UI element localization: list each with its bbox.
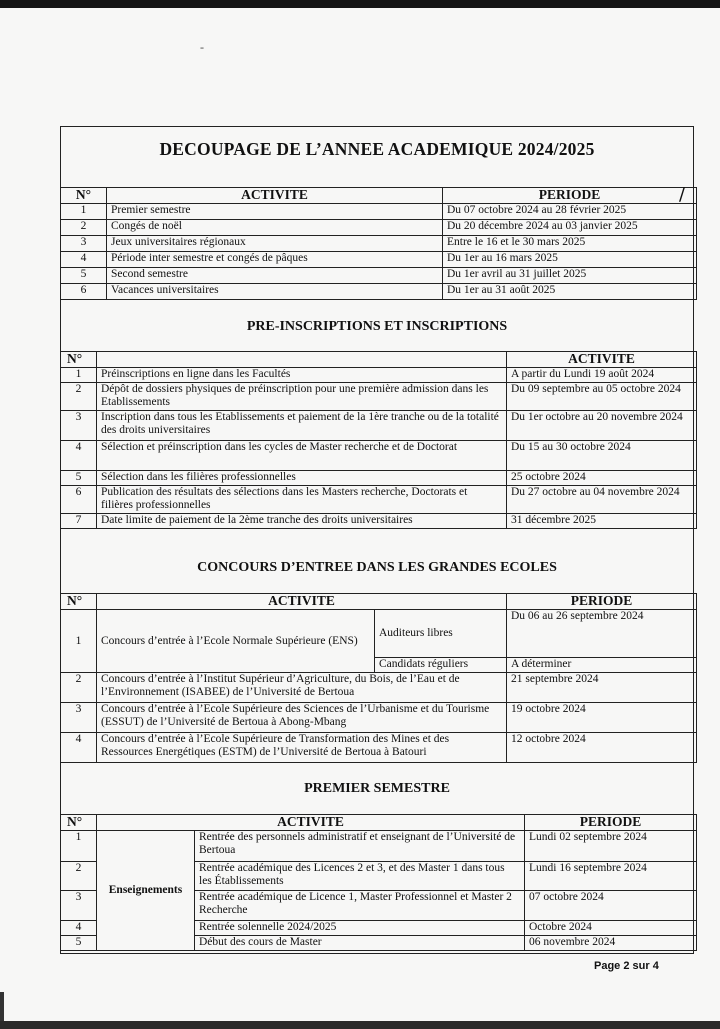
row-period: Du 15 au 30 octobre 2024 <box>507 441 697 471</box>
row-activity: Rentrée solennelle 2024/2025 <box>195 921 525 936</box>
row-activity: Concours d’entrée à l’Ecole Normale Supérieure (ENS) <box>97 610 375 673</box>
table-row <box>61 441 697 471</box>
concours-table <box>60 593 697 763</box>
row-period: 25 octobre 2024 <box>507 471 697 486</box>
row-period: Du 07 octobre 2024 au 28 février 2025 <box>443 204 697 220</box>
row-period: Octobre 2024 <box>525 921 697 936</box>
row-activity: Rentrée académique des Licences 2 et 3, et des Master 1 dans tous les Établissements <box>195 862 525 891</box>
row-activity: Sélection et préinscription dans les cycles de Master recherche et de Doctorat <box>97 441 507 471</box>
row-activity: Vacances universitaires <box>107 284 443 300</box>
header-number: N° <box>61 188 107 204</box>
margin-mark: / <box>679 184 686 205</box>
inscriptions-table <box>60 351 697 529</box>
row-subcategory: Candidats réguliers <box>375 658 507 673</box>
table-row <box>61 703 697 733</box>
header-period: PERIODE <box>507 594 697 610</box>
row-period: Du 06 au 26 septembre 2024 <box>507 610 697 658</box>
table-row <box>61 268 697 284</box>
table-header-row <box>61 352 697 368</box>
calendar-frame <box>60 126 694 954</box>
row-activity: Préinscriptions en ligne dans les Facultés <box>97 368 507 383</box>
table-row <box>61 252 697 268</box>
header-activity: ACTIVITE <box>507 352 697 368</box>
row-period: Du 1er au 16 mars 2025 <box>443 252 697 268</box>
row-period: Lundi 02 septembre 2024 <box>525 831 697 862</box>
stray-mark: - <box>200 40 204 54</box>
document-title: DECOUPAGE DE L’ANNEE ACADEMIQUE 2024/2025 <box>159 139 595 159</box>
row-number: 1 <box>61 204 107 220</box>
row-number: 1 <box>61 368 97 383</box>
row-period: Lundi 16 septembre 2024 <box>525 862 697 891</box>
row-number: 3 <box>61 236 107 252</box>
table-row <box>61 236 697 252</box>
header-activity: ACTIVITE <box>97 594 507 610</box>
table-row <box>61 733 697 763</box>
row-period: A déterminer <box>507 658 697 673</box>
row-period: 19 octobre 2024 <box>507 703 697 733</box>
row-activity: Inscription dans tous les Etablissements et paiement de la 1ère tranche ou de la totalité des droits universitaires <box>97 411 507 441</box>
row-number: 5 <box>61 268 107 284</box>
row-number: 2 <box>61 673 97 703</box>
row-activity: Jeux universitaires régionaux <box>107 236 443 252</box>
header-activity: ACTIVITE <box>97 815 525 831</box>
row-period: Entre le 16 et le 30 mars 2025 <box>443 236 697 252</box>
row-number: 7 <box>61 514 97 529</box>
row-number: 3 <box>61 411 97 441</box>
row-activity: Concours d’entrée à l’Ecole Supérieure des Sciences de l’Urbanisme et du Tourisme (ESSUT) de l’Université de Bertoua à Abong-Mbang <box>97 703 507 733</box>
row-period: Du 1er au 31 août 2025 <box>443 284 697 300</box>
row-number: 5 <box>61 936 97 951</box>
row-period: 31 décembre 2025 <box>507 514 697 529</box>
table-row <box>61 514 697 529</box>
table-row <box>61 486 697 514</box>
row-number: 6 <box>61 284 107 300</box>
header-blank <box>97 352 507 368</box>
premier-semestre-table <box>60 814 697 951</box>
row-period: 21 septembre 2024 <box>507 673 697 703</box>
row-period: Du 1er octobre au 20 novembre 2024 <box>507 411 697 441</box>
table-row <box>61 204 697 220</box>
row-number: 3 <box>61 891 97 921</box>
row-number: 1 <box>61 831 97 862</box>
row-number: 4 <box>61 733 97 763</box>
bottom-edge <box>0 1021 720 1029</box>
document-page <box>0 8 720 1021</box>
table-row <box>61 610 697 658</box>
row-activity: Concours d’entrée à l’Institut Supérieur d’Agriculture, du Bois, de l’Eau et de l’Environnement (ISABEE) de l’Université de Bertoua <box>97 673 507 703</box>
row-number: 5 <box>61 471 97 486</box>
row-number: 4 <box>61 252 107 268</box>
table-row <box>61 383 697 411</box>
row-activity: Dépôt de dossiers physiques de préinscription pour une première admission dans les Etablissements <box>97 383 507 411</box>
page-number: Page 2 sur 4 <box>594 960 659 972</box>
header-period: PERIODE <box>525 815 697 831</box>
row-period: 12 octobre 2024 <box>507 733 697 763</box>
table-row <box>61 368 697 383</box>
table-row <box>61 471 697 486</box>
table-header-row <box>61 815 697 831</box>
table-row <box>61 411 697 441</box>
table-header-row <box>61 188 697 204</box>
row-number: 3 <box>61 703 97 733</box>
table-row <box>61 673 697 703</box>
row-activity: Premier semestre <box>107 204 443 220</box>
row-activity: Rentrée des personnels administratif et enseignant de l’Université de Bertoua <box>195 831 525 862</box>
row-activity: Début des cours de Master <box>195 936 525 951</box>
row-number: 4 <box>61 921 97 936</box>
row-period: Du 1er avril au 31 juillet 2025 <box>443 268 697 284</box>
row-number: 6 <box>61 486 97 514</box>
row-period: Du 09 septembre au 05 octobre 2024 <box>507 383 697 411</box>
row-number: 4 <box>61 441 97 471</box>
table-header-row <box>61 594 697 610</box>
table-row <box>61 284 697 300</box>
header-number: N° <box>61 594 97 610</box>
group-label-enseignements: Enseignements <box>97 831 195 951</box>
header-period: PERIODE <box>443 188 697 204</box>
row-period: A partir du Lundi 19 août 2024 <box>507 368 697 383</box>
row-number: 2 <box>61 862 97 891</box>
row-subcategory: Auditeurs libres <box>375 610 507 658</box>
row-activity: Période inter semestre et congés de pâques <box>107 252 443 268</box>
table-row <box>61 831 697 862</box>
row-period: Du 20 décembre 2024 au 03 janvier 2025 <box>443 220 697 236</box>
row-activity: Congés de noël <box>107 220 443 236</box>
row-period: Du 27 octobre au 04 novembre 2024 <box>507 486 697 514</box>
row-activity: Publication des résultats des sélections dans les Masters recherche, Doctorats et filières professionnelles <box>97 486 507 514</box>
row-activity: Rentrée académique de Licence 1, Master Professionnel et Master 2 Recherche <box>195 891 525 921</box>
row-period: 06 novembre 2024 <box>525 936 697 951</box>
row-number: 2 <box>61 220 107 236</box>
row-number: 2 <box>61 383 97 411</box>
row-number: 1 <box>61 610 97 673</box>
section-title-inscriptions: PRE-INSCRIPTIONS ET INSCRIPTIONS <box>246 319 508 334</box>
section-title-concours: CONCOURS D’ENTREE DANS LES GRANDES ECOLES <box>197 560 557 575</box>
row-activity: Second semestre <box>107 268 443 284</box>
row-activity: Concours d’entrée à l’Ecole Supérieure de Transformation des Mines et des Ressources Energétiques (ESTM) de l’Université de Bertoua à Batouri <box>97 733 507 763</box>
page-corner-shadow <box>0 992 4 1021</box>
row-activity: Sélection dans les filières professionnelles <box>97 471 507 486</box>
header-activity: ACTIVITE <box>107 188 443 204</box>
row-activity: Date limite de paiement de la 2ème tranche des droits universitaires <box>97 514 507 529</box>
academic-calendar-table <box>60 187 697 300</box>
table-row <box>61 220 697 236</box>
header-number: N° <box>61 815 97 831</box>
header-number: N° <box>61 352 97 368</box>
row-period: 07 octobre 2024 <box>525 891 697 921</box>
section-title-premier-semestre: PREMIER SEMESTRE <box>304 781 450 796</box>
